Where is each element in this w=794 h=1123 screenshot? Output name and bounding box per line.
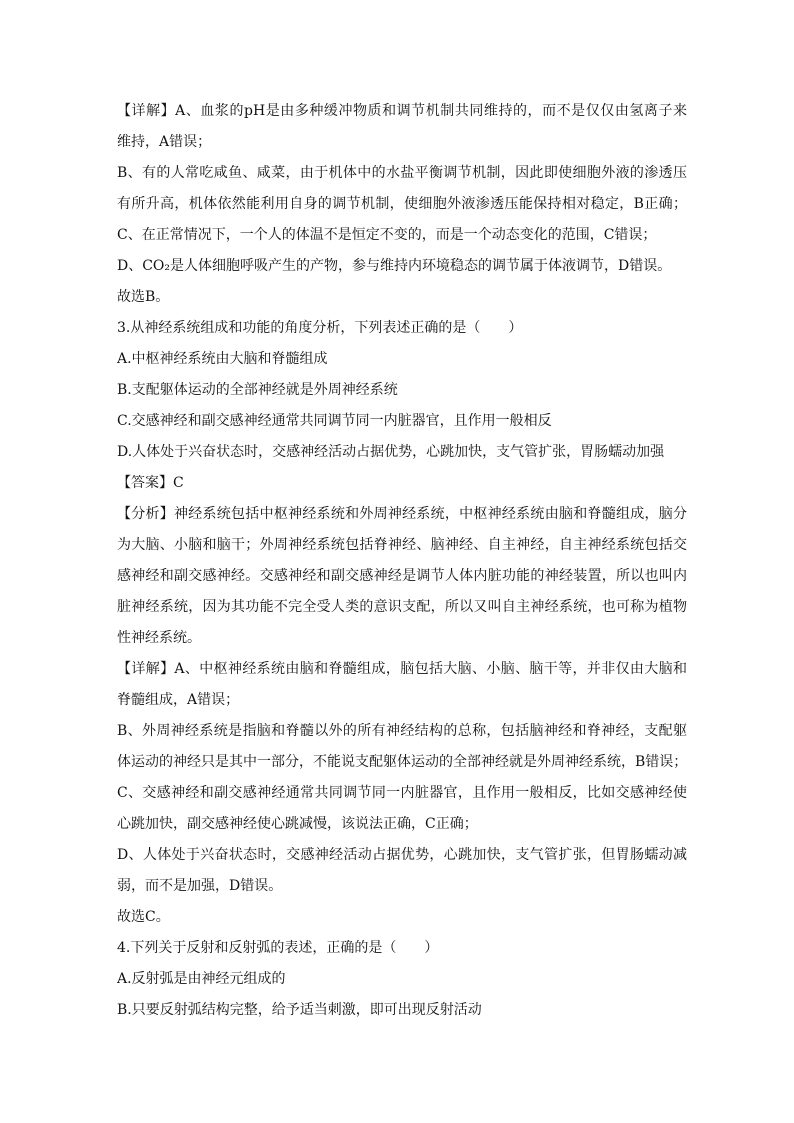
question-4-stem: 4.下列关于反射和反射弧的表述，正确的是（ ） xyxy=(117,940,439,956)
document-page xyxy=(117,96,687,1026)
question-3-analysis-line-5: 性神经系统。 xyxy=(117,630,201,646)
question-4-option-a: A.反射弧是由神经元组成的 xyxy=(117,971,286,987)
question-4-option-b: B.只要反射弧结构完整，给予适当刺激，即可出现反射活动 xyxy=(117,1002,482,1018)
question-3-detail-a-line-2: 脊髓组成，A错误； xyxy=(117,692,240,708)
option-d-explanation: D、CO₂是人体细胞呼吸产生的产物，参与维持内环境稳态的调节属于体液调节，D错误。 xyxy=(117,258,672,274)
question-3-option-b: B.支配躯体运动的全部神经就是外周神经系统 xyxy=(117,382,398,398)
question-3-detail-a-line-1: 【详解】A、中枢神经系统由脑和脊髓组成，脑包括大脑、小脑、脑干等，并非仅由大脑和 xyxy=(117,661,687,677)
question-3-detail-c-line-1: C、交感神经和副交感神经通常共同调节同一内脏器官，且作用一般相反，比如交感神经使 xyxy=(117,785,687,801)
question-3-analysis-line-2: 为大脑、小脑和脑干；外周神经系统包括脊神经、脑神经、自主神经，自主神经系统包括交 xyxy=(117,537,687,553)
option-b-explanation-line-2: 有所升高，机体依然能利用自身的调节机制，使细胞外液渗透压能保持相对稳定，B正确； xyxy=(117,196,687,212)
detail-paragraph-2-line-2: 维持，A错误； xyxy=(117,134,212,150)
question-3-detail-b-line-2: 体运动的神经只是其中一部分，不能说支配躯体运动的全部神经就是外周神经系统，B错误； xyxy=(117,754,688,770)
option-b-explanation-line-1: B、有的人常吃咸鱼、咸菜，由于机体中的水盐平衡调节机制，因此即使细胞外液的渗透压 xyxy=(117,165,687,181)
question-3-option-a: A.中枢神经系统由大脑和脊髓组成 xyxy=(117,351,328,367)
detail-paragraph-2-line-1: 【详解】A、血浆的pH是由多种缓冲物质和调节机制共同维持的，而不是仅仅由氢离子来 xyxy=(117,103,687,119)
question-3-detail-c-line-2: 心跳加快，副交感神经使心跳减慢，该说法正确，C正确； xyxy=(117,816,478,832)
option-c-explanation: C、在正常情况下，一个人的体温不是恒定不变的，而是一个动态变化的范围，C错误； xyxy=(117,227,657,243)
question-3-detail-d-line-2: 弱，而不是加强，D错误。 xyxy=(117,878,283,894)
question-3-stem: 3.从神经系统组成和功能的角度分析，下列表述正确的是（ ） xyxy=(117,320,523,336)
question-3-analysis-line-3: 感神经和副交感神经。交感神经和副交感神经是调节人体内脏功能的神经装置，所以也叫内 xyxy=(117,568,687,584)
question-3-detail-d-line-1: D、人体处于兴奋状态时，交感神经活动占据优势，心跳加快，支气管扩张，但胃肠蠕动减 xyxy=(117,847,687,863)
question-3-analysis-line-4: 脏神经系统，因为其功能不完全受人类的意识支配，所以又叫自主神经系统，也可称为植物 xyxy=(117,599,687,615)
question-3-analysis-line-1: 【分析】神经系统包括中枢神经系统和外周神经系统，中枢神经系统由脑和脊髓组成，脑分 xyxy=(117,506,687,522)
question-3-detail-b-line-1: B、外周神经系统是指脑和脊髓以外的所有神经结构的总称，包括脑神经和脊神经，支配躯 xyxy=(117,723,687,739)
question-3-conclusion: 故选C。 xyxy=(117,909,170,925)
answer-conclusion-2: 故选B。 xyxy=(117,289,170,305)
question-3-answer: 【答案】C xyxy=(117,475,184,491)
question-3-option-d: D.人体处于兴奋状态时，交感神经活动占据优势，心跳加快，支气管扩张，胃肠蠕动加强 xyxy=(117,444,665,460)
question-3-option-c: C.交感神经和副交感神经通常共同调节同一内脏器官，且作用一般相反 xyxy=(117,413,552,429)
